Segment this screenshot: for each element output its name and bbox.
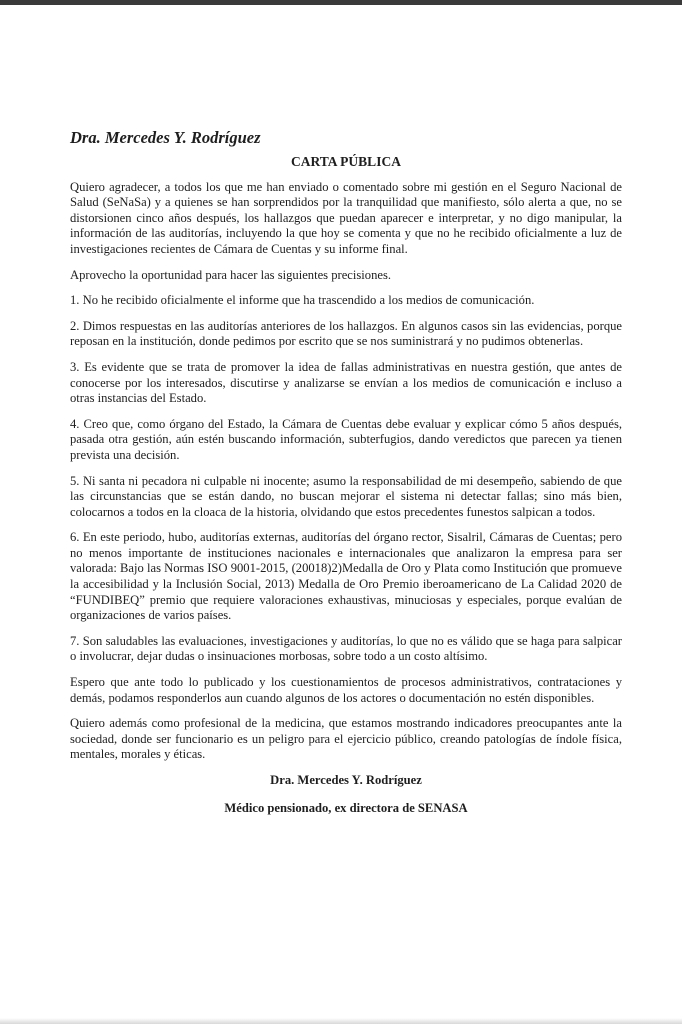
signature-role: Médico pensionado, ex directora de SENASA bbox=[224, 800, 468, 815]
paragraph-point-2: 2. Dimos respuestas en las auditorías anteriores de los hallazgos. En algunos casos sin las evidencias, porque reposan en la institución, donde pedimos por escrito que se nos suministrará y no pudimos obtenerlas. bbox=[70, 318, 622, 349]
paragraph-point-1: 1. No he recibido oficialmente el informe que ha trascendido a los medios de comunicación. bbox=[70, 293, 535, 308]
paragraph-point-7: 7. Son saludables las evaluaciones, investigaciones y auditorías, lo que no es válido que se haga para salpicar o involucrar, dejar dudas o insinuaciones morbosas, sobre todo a un costo altísimo. bbox=[70, 633, 622, 664]
paragraph-closing: Quiero además como profesional de la medicina, que estamos mostrando indicadores preocupantes ante la sociedad, donde ser funcionario es un peligro para el ejercicio público, creando patologías de índole física, mentales, morales y éticas. bbox=[70, 716, 622, 762]
letter-title: CARTA PÚBLICA bbox=[291, 154, 401, 169]
paragraph-point-5: 5. Ni santa ni pecadora ni culpable ni inocente; asumo la responsabilidad de mi desempeño, sabiendo de que las circunstancias que se están dando, no buscan mejorar el sistema ni detectar fallas; sino más bien, colocarnos a todos en la cloaca de la historia, olvidando que estos precedentes funestos salpican a todos. bbox=[70, 473, 622, 519]
paragraph-intro: Quiero agradecer, a todos los que me han enviado o comentado sobre mi gestión en el Seguro Nacional de Salud (SeNaSa) y a quienes se han sorprendidos por la tranquilidad que manifiesto, sólo alerta a que, no se distorsionen cinco años después, los hallazgos que puedan aparecer e interpretar, y no digo manipular, la información de las auditorías, incluyendo la que hoy se comenta y que no he recibido oficialmente a luz de investigaciones recientes de Cámara de Cuentas y su informe final. bbox=[70, 179, 622, 256]
paragraph-precisions: Aprovecho la oportunidad para hacer las siguientes precisiones. bbox=[70, 267, 392, 282]
bottom-edge bbox=[0, 1018, 682, 1024]
letter-page bbox=[70, 120, 622, 816]
paragraph-point-3: 3. Es evidente que se trata de promover la idea de fallas administrativas en nuestra gestión, que antes de conocerse por los interesados, discutirse y analizarse se envían a los medios de comunicación e incluso a otras instancias del Estado. bbox=[70, 359, 622, 406]
paragraph-hope: Espero que ante todo lo publicado y los cuestionamientos de procesos administrativos, contrataciones y demás, podamos responderlos aun cuando algunos de los actores o documentación no estén disponibles. bbox=[70, 675, 622, 705]
author-heading: Dra. Mercedes Y. Rodríguez bbox=[70, 128, 261, 147]
paragraph-point-6: 6. En este periodo, hubo, auditorías externas, auditorías del órgano rector, Sisalril, Cámaras de Cuentas; pero no menos importante de instituciones nacionales e internacionales que analizaron la empresa para ser valorada: Bajo las Normas ISO 9001-2015, (20018)2)Medalla de Oro y Plata como Institución que promueve la accesibilidad y la Inclusión Social, 2013) Medalla de Oro Premio iberoamericano de La Calidad 2020 de “FUNDIBEQ” premio que requiere valoraciones exhaustivas, minuciosas y especiales, porque evalúan de organizaciones de varios países. bbox=[70, 530, 622, 623]
paragraph-point-4: 4. Creo que, como órgano del Estado, la Cámara de Cuentas debe evaluar y explicar cómo 5 años después, pasada otra gestión, aún estén buscando información, subterfugios, dando veredictos que parecen ya tienen prevista una decisión. bbox=[70, 416, 622, 462]
signature-name: Dra. Mercedes Y. Rodríguez bbox=[270, 773, 422, 787]
top-dark-bar bbox=[0, 0, 682, 5]
